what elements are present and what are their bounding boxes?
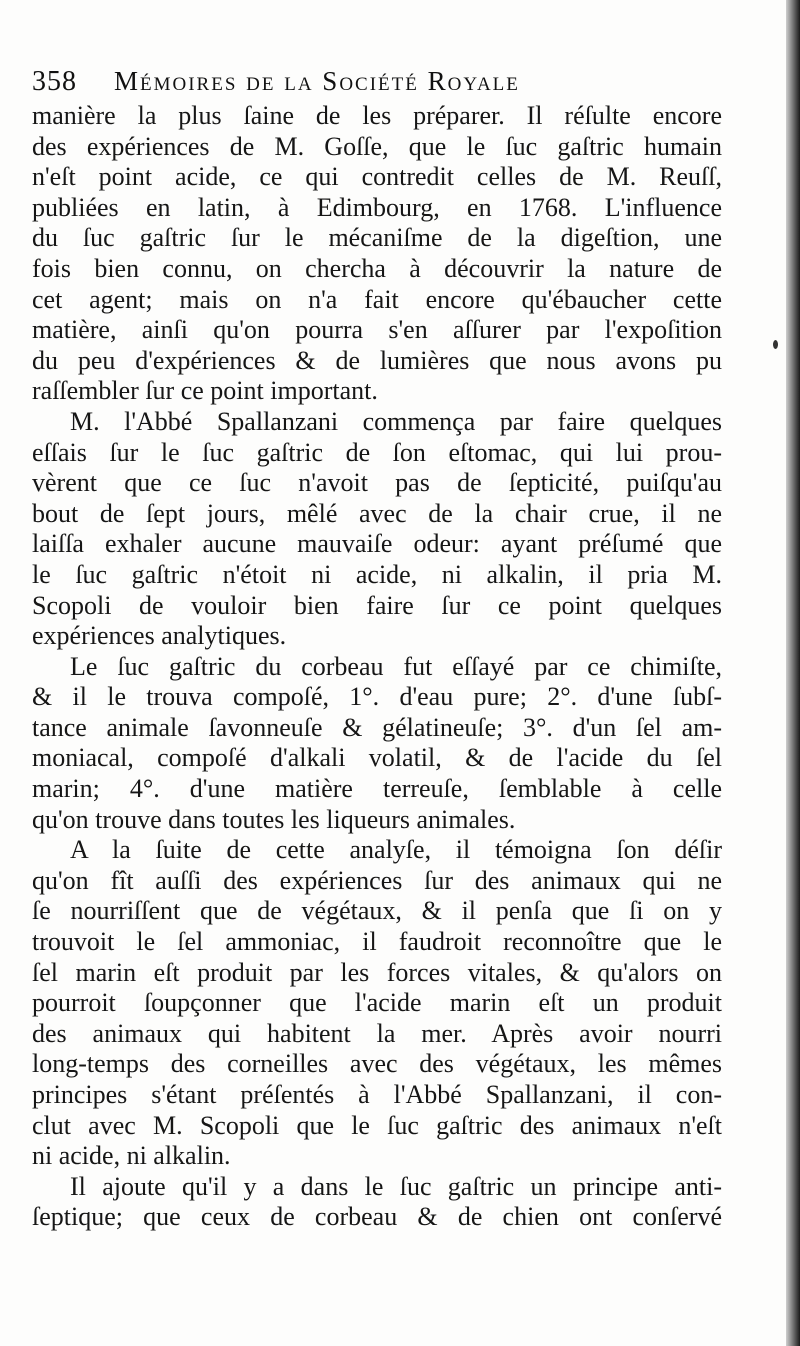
text-line: Le ſuc gaſtric du corbeau fut eſſayé par ce chimiſte, xyxy=(70,651,722,681)
page-gutter-shadow xyxy=(786,0,800,1346)
text-line: raſſembler ſur ce point important. xyxy=(32,376,378,406)
text-line: A la ſuite de cette analyſe, il témoigna ſon déſir xyxy=(70,835,722,865)
text-line: publiées en latin, à Edimbourg, en 1768. L'influence xyxy=(32,192,722,222)
text-line: cet agent; mais on n'a fait encore qu'ébaucher cette xyxy=(32,284,722,314)
text-line: manière la plus ſaine de les préparer. Il réſulte encore xyxy=(32,101,722,130)
text-line: principes s'étant préſentés à l'Abbé Spallanzani, il con- xyxy=(32,1080,722,1109)
running-head xyxy=(32,66,762,98)
text-line: du peu d'expériences & de lumières que nous avons pu xyxy=(32,345,722,375)
text-line: qu'on fît auſſi des expériences ſur des animaux qui ne xyxy=(32,865,722,895)
text-line: clut avec M. Scopoli que le ſuc gaſtric des animaux n'eſt xyxy=(32,1110,722,1140)
text-line: M. l'Abbé Spallanzani commença par faire quelques xyxy=(70,406,722,436)
ink-speck xyxy=(773,340,778,349)
text-line: ſe nourriſſent que de végétaux, & il penſa que ſi on y xyxy=(32,896,722,926)
text-line: du ſuc gaſtric ſur le mécaniſme de la digeſtion, une xyxy=(32,223,722,253)
paragraph xyxy=(32,652,722,836)
text-line: qu'on trouve dans toutes les liqueurs animales. xyxy=(32,804,516,834)
text-line: matière, ainſi qu'on pourra s'en aſſurer par l'expoſition xyxy=(32,315,722,345)
text-line: & il le trouva compoſé, 1°. d'eau pure; 2°. d'une ſubſ- xyxy=(32,682,722,712)
paragraph xyxy=(32,101,722,407)
text-line: Scopoli de vouloir bien faire ſur ce point quelques xyxy=(32,590,722,620)
text-line: moniacal, compoſé d'alkali volatil, & de l'acide du ſel xyxy=(32,743,722,773)
text-line: laiſſa exhaler aucune mauvaiſe odeur: ayant préſumé que xyxy=(32,529,722,559)
text-line: tance animale ſavonneuſe & gélatineuſe; 3°. d'un ſel am- xyxy=(32,712,722,742)
paragraph xyxy=(32,835,722,1172)
page-number: 358 xyxy=(32,66,77,97)
text-line: long-temps des corneilles avec des végétaux, les mêmes xyxy=(32,1049,722,1079)
text-line: trouvoit le ſel ammoniac, il faudroit reconnoître que le xyxy=(32,927,722,957)
text-line: marin; 4°. d'une matière terreuſe, ſemblable à celle xyxy=(32,774,722,804)
text-line: vèrent que ce ſuc n'avoit pas de ſepticité, puiſqu'au xyxy=(32,468,722,498)
text-line: ſeptique; que ceux de corbeau & de chien ont conſervé xyxy=(32,1202,722,1232)
text-line: pourroit ſoupçonner que l'acide marin eſt un produit xyxy=(32,988,722,1018)
text-line: expériences analytiques. xyxy=(32,621,287,651)
text-line: des animaux qui habitent la mer. Après avoir nourri xyxy=(32,1018,722,1048)
text-line: fois bien connu, on chercha à découvrir la nature de xyxy=(32,253,722,283)
body-text xyxy=(32,101,722,1233)
running-title: Mémoires de la Société Royale xyxy=(114,66,520,96)
paragraph xyxy=(32,1172,722,1233)
text-line: n'eſt point acide, ce qui contredit celles de M. Reuſſ, xyxy=(32,162,722,192)
text-line: ſel marin eſt produit par les forces vitales, & qu'alors on xyxy=(32,957,722,987)
text-line: le ſuc gaſtric n'étoit ni acide, ni alkalin, il pria M. xyxy=(32,559,722,589)
text-line: des expériences de M. Goſſe, que le ſuc gaſtric humain xyxy=(32,131,722,161)
paragraph xyxy=(32,407,722,652)
text-line: eſſais ſur le ſuc gaſtric de ſon eſtomac, qui lui prou- xyxy=(32,437,722,467)
text-line: ni acide, ni alkalin. xyxy=(32,1141,231,1171)
text-line: bout de ſept jours, mêlé avec de la chair crue, il ne xyxy=(32,498,722,528)
text-line: Il ajoute qu'il y a dans le ſuc gaſtric un principe anti- xyxy=(70,1171,722,1201)
